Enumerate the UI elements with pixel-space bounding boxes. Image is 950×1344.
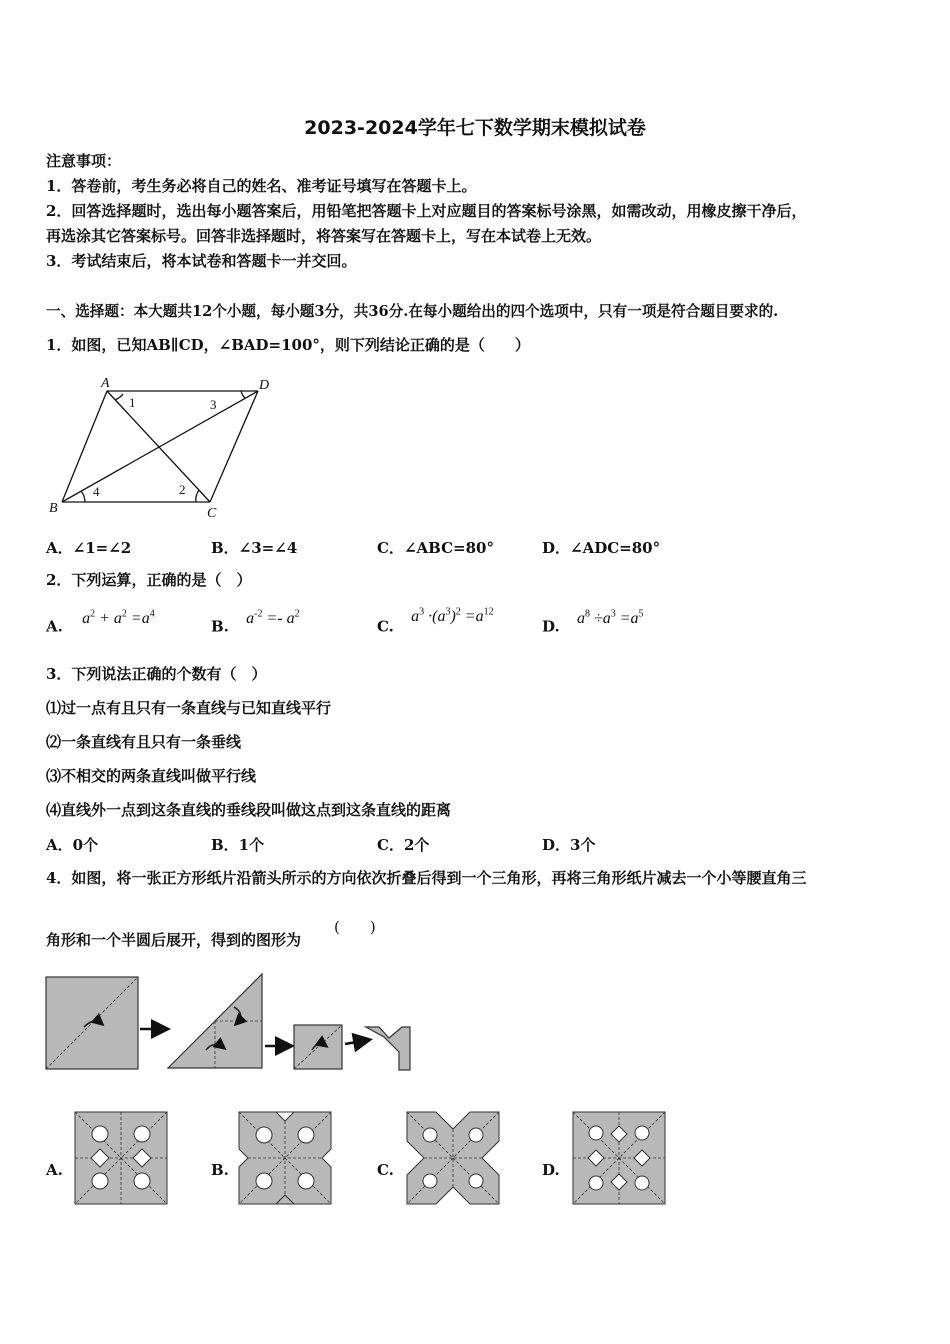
q2-option-d[interactable] xyxy=(542,609,644,636)
parallelogram-figure xyxy=(45,372,285,522)
expr-exp: 2 xyxy=(455,607,461,618)
q4-option-d-label[interactable]: D. xyxy=(542,1161,560,1179)
expr-part: =- xyxy=(266,610,283,628)
section-heading: 一、选择题：本大题共12个小题，每小题3分，共36分.在每小题给出的四个选项中，只有一项是符合题目要求的. xyxy=(46,303,779,320)
q4-option-a-figure[interactable] xyxy=(74,1111,168,1205)
expr-exp: 2 xyxy=(294,609,300,620)
q1-option-d[interactable]: D．∠ADC=80° xyxy=(542,539,661,557)
q1-option-a[interactable]: A．∠1=∠2 xyxy=(46,539,132,557)
expr-part: a xyxy=(576,610,585,628)
expr-exp: 2 xyxy=(90,609,96,620)
angle-label-3: 3 xyxy=(210,397,217,412)
expr-part: ÷ xyxy=(593,610,603,628)
q4-option-d-figure[interactable] xyxy=(572,1111,666,1205)
answer-paren: ( ) xyxy=(334,918,376,936)
expr-exp: 3 xyxy=(610,609,616,620)
expr-part: a xyxy=(602,610,611,628)
expr-part: a xyxy=(286,610,295,628)
option-letter: B. xyxy=(211,617,229,636)
expression xyxy=(411,608,493,625)
q4-option-b-label[interactable]: B. xyxy=(211,1161,229,1179)
expr-part: a xyxy=(630,610,639,628)
expr-part: a xyxy=(82,610,91,628)
question-1-stem: 1．如图，已知AB∥CD，∠BAD=100°，则下列结论正确的是（ ） xyxy=(46,336,530,354)
question-3-stem: 3．下列说法正确的个数有（ ） xyxy=(46,665,267,683)
angle-label-4: 4 xyxy=(93,484,100,499)
question-2-stem: 2．下列运算，正确的是（ ） xyxy=(46,571,252,589)
statement-item: ⑵一条直线有且只有一条垂线 xyxy=(46,733,242,751)
expr-part: = xyxy=(619,610,631,628)
angle-label-1: 1 xyxy=(129,395,136,410)
expression xyxy=(577,610,644,627)
folding-process-figure xyxy=(44,972,419,1074)
expr-part: a xyxy=(437,608,446,626)
q3-option-d[interactable]: D．3个 xyxy=(542,836,596,854)
expression xyxy=(246,610,299,627)
q4-option-a-label[interactable]: A. xyxy=(46,1161,63,1179)
expr-exp: 4 xyxy=(149,609,155,620)
notice-heading: 注意事项： xyxy=(46,152,122,170)
expr-part: a xyxy=(411,608,420,626)
option-letter: D. xyxy=(542,617,560,636)
q3-option-c[interactable]: C．2个 xyxy=(377,836,430,854)
notice-item: 2．回答选择题时，选出每小题答案后，用铅笔把答题卡上对应题目的答案标号涂黑，如需改动，用橡皮擦干净后， xyxy=(46,202,807,220)
expr-exp: 3 xyxy=(445,607,451,618)
page-title: 2023-2024学年七下数学期末模拟试卷 xyxy=(304,117,646,139)
question-4-stem-cont: 角形和一个半圆后展开，得到的图形为 xyxy=(46,931,302,949)
label-B: B xyxy=(49,501,58,516)
question-4-stem: 4．如图，将一张正方形纸片沿箭头所示的方向依次折叠后得到一个三角形，再将三角形纸片减去一个小等腰直角三 xyxy=(46,869,807,887)
q1-option-c[interactable]: C．∠ABC=80° xyxy=(377,539,494,557)
q3-option-a[interactable]: A．0个 xyxy=(46,836,99,854)
q4-option-c-label[interactable]: C. xyxy=(377,1161,394,1179)
label-C: C xyxy=(207,506,217,521)
expression xyxy=(82,610,155,627)
expr-exp: 3 xyxy=(419,607,425,618)
statement-item: ⑷直线外一点到这条直线的垂线段叫做这点到这条直线的距离 xyxy=(46,801,452,819)
expr-part: a xyxy=(475,608,484,626)
label-D: D xyxy=(259,378,270,393)
statement-item: ⑴过一点有且只有一条直线与已知直线平行 xyxy=(46,699,332,717)
expr-part: a xyxy=(246,610,255,628)
expr-part: a xyxy=(141,610,150,628)
q2-option-c[interactable] xyxy=(377,607,494,636)
q1-option-b[interactable]: B．∠3=∠4 xyxy=(211,539,298,557)
expr-exp: 5 xyxy=(638,609,644,620)
expr-part: a xyxy=(113,610,122,628)
expr-exp: 8 xyxy=(584,609,590,620)
expr-part: + xyxy=(99,610,110,628)
q2-option-a[interactable] xyxy=(46,609,155,636)
expr-exp: 2 xyxy=(121,609,127,620)
expr-part: ·( xyxy=(428,608,438,626)
option-letter: A. xyxy=(46,617,63,636)
notice-item: 1．答卷前，考生务必将自己的姓名、准考证号填写在答题卡上。 xyxy=(46,177,477,195)
expr-part: = xyxy=(130,610,142,628)
expr-part: = xyxy=(464,608,476,626)
angle-label-2: 2 xyxy=(179,482,186,497)
q3-option-b[interactable]: B．1个 xyxy=(211,836,265,854)
notice-item: 再选涂其它答案标号。回答非选择题时，将答案写在答题卡上，写在本试卷上无效。 xyxy=(46,227,602,245)
expr-exp: -2 xyxy=(254,609,263,620)
q4-option-b-figure[interactable] xyxy=(238,1111,332,1205)
q4-option-c-figure[interactable] xyxy=(406,1111,500,1205)
expr-exp: 12 xyxy=(483,607,494,618)
expr-part: ) xyxy=(450,608,456,626)
option-letter: C. xyxy=(377,617,394,636)
statement-item: ⑶不相交的两条直线叫做平行线 xyxy=(46,767,257,785)
notice-item: 3．考试结束后，将本试卷和答题卡一并交回。 xyxy=(46,252,357,270)
q2-option-b[interactable] xyxy=(211,609,300,636)
label-A: A xyxy=(101,376,110,391)
